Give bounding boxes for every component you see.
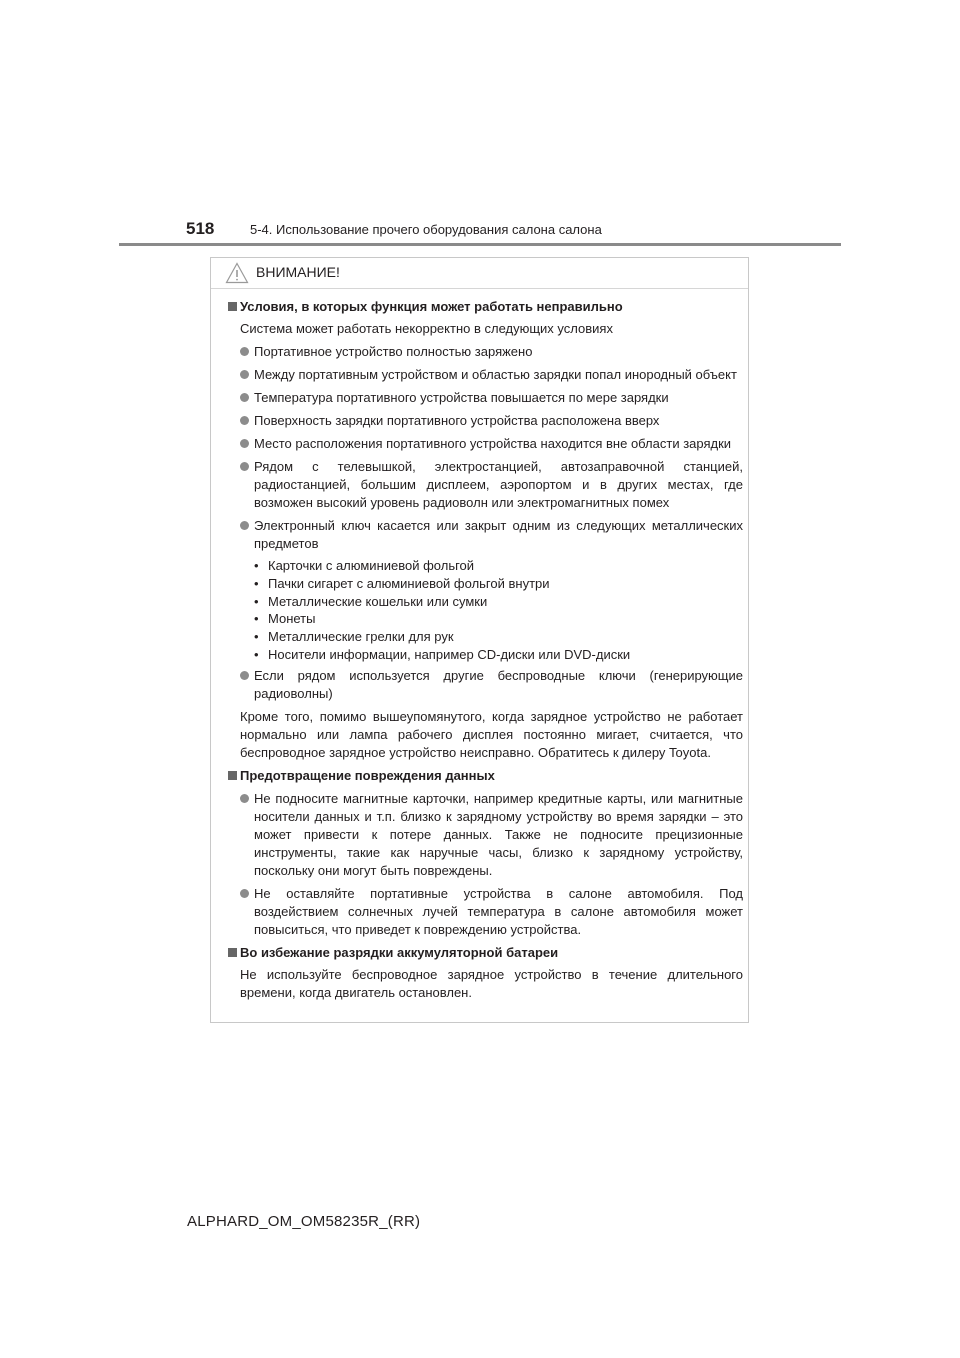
- sub-list-item: • Металлические кошельки или сумки: [228, 593, 743, 611]
- sub-list-item: • Карточки с алюминиевой фольгой: [228, 557, 743, 575]
- header-divider: [119, 243, 841, 246]
- circle-bullet-icon: [240, 462, 249, 471]
- page-number: 518: [186, 219, 215, 238]
- section-intro: Не используйте беспроводное зарядное устройство в течение длительного времени, когда двигатель остановлен.: [240, 966, 743, 1000]
- circle-bullet-icon: [240, 370, 249, 379]
- warning-triangle-icon: [225, 262, 249, 284]
- circle-bullet-icon: [240, 671, 249, 680]
- document-code: ALPHARD_OM_OM58235R_(RR): [187, 1213, 421, 1230]
- section-heading: Условия, в которых функция может работать неправильно: [228, 298, 743, 316]
- list-item: Рядом с телевышкой, электростанцией, автозаправочной станцией, радиостанцией, большим дисплеем, аэропортом и в других местах, где возможен высокий уровень радиоволн или электромагнитных помех: [228, 458, 743, 512]
- circle-bullet-icon: [240, 347, 249, 356]
- circle-bullet-icon: [240, 521, 249, 530]
- circle-bullet-icon: [240, 889, 249, 898]
- circle-bullet-icon: [240, 416, 249, 425]
- square-bullet-icon: [228, 948, 237, 957]
- list-item: Место расположения портативного устройства находится вне области зарядки: [228, 435, 743, 453]
- warning-box: [210, 257, 749, 1023]
- circle-bullet-icon: [240, 393, 249, 402]
- list-item: Между портативным устройством и областью зарядки попал инородный объект: [228, 366, 743, 384]
- square-bullet-icon: [228, 771, 237, 780]
- sub-list-item: • Пачки сигарет с алюминиевой фольгой внутри: [228, 575, 743, 593]
- list-item: Поверхность зарядки портативного устройства расположена вверх: [228, 412, 743, 430]
- circle-bullet-icon: [240, 794, 249, 803]
- sub-list-item: • Монеты: [228, 610, 743, 628]
- warning-title: ВНИМАНИЕ!: [256, 264, 340, 280]
- list-item: Температура портативного устройства повышается по мере зарядки: [228, 389, 743, 407]
- list-item: Если рядом используется другие беспроводные ключи (генерирующие радиоволны): [228, 667, 743, 703]
- square-bullet-icon: [228, 302, 237, 311]
- sub-list-item: • Носители информации, например CD-диски или DVD-диски: [228, 646, 743, 664]
- section-outro: Кроме того, помимо вышеупомянутого, когда зарядное устройство не работает нормально или лампа рабочего дисплея постоянно мигает, считается, что беспроводное зарядное устройство неисправно. Обратитесь к дилеру Toyota.: [240, 708, 743, 760]
- section-heading: Во избежание разрядки аккумуляторной батареи: [228, 944, 743, 962]
- sub-list-item: • Металлические грелки для рук: [228, 628, 743, 646]
- list-item: Портативное устройство полностью заряжено: [228, 343, 743, 361]
- warning-content: [228, 298, 743, 1002]
- circle-bullet-icon: [240, 439, 249, 448]
- section-intro: Система может работать некорректно в следующих условиях: [240, 321, 613, 336]
- list-item: Не оставляйте портативные устройства в салоне автомобиля. Под воздействием солнечных лучей температура в салоне автомобиля может повыситься, что приведет к повреждению устройства.: [228, 885, 743, 939]
- section-title: 5-4. Использование прочего оборудования салона салона: [250, 222, 602, 237]
- list-item: Не подносите магнитные карточки, например кредитные карты, или магнитные носители данных и т.п. близко к зарядному устройству во время зарядки – это может привести к потере данных. Также не подносите прецизионные инструменты, такие как наручные часы, близко к зарядному устройству, поскольку они могут быть повреждены.: [228, 790, 743, 880]
- section-heading: Предотвращение повреждения данных: [228, 767, 743, 785]
- list-item: Электронный ключ касается или закрыт одним из следующих металлических предметов: [228, 517, 743, 553]
- metal-objects-list: [228, 557, 743, 664]
- warning-header: [211, 258, 748, 289]
